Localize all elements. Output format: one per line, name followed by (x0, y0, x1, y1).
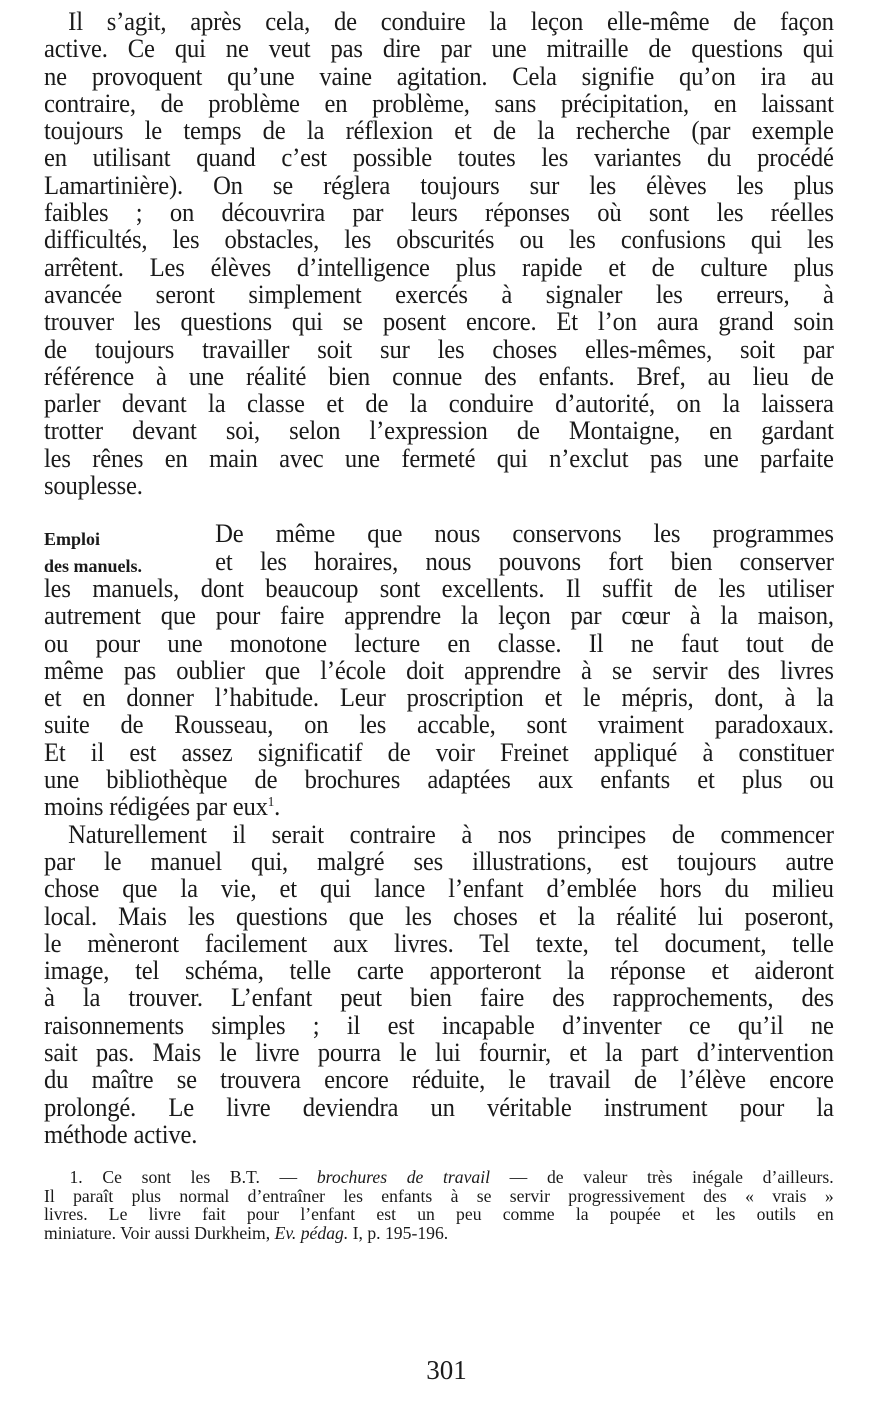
text-fragment: I, p. 195-196. (348, 1222, 449, 1243)
section-emploi-des-manuels (44, 520, 834, 1148)
paragraph-active-lesson (44, 8, 834, 499)
text-fragment-italic: brochures de travail (316, 1167, 491, 1188)
text-line: faibles ; on découvrira par leurs réponses où sont les réelles (44, 197, 834, 228)
text-line: parler devant la classe et de la conduire d’autorité, on la laissera (44, 388, 834, 419)
text-line: raisonnements simples ; il est incapable d’inventer ce qu’il ne (44, 1009, 834, 1040)
text-line: une bibliothèque de brochures adaptées aux enfants et plus ou (44, 764, 834, 795)
footnote-reference[interactable]: 1 (267, 795, 275, 811)
text-line: Naturellement il serait contraire à nos principes de commencer (68, 818, 834, 849)
text-fragment: moins rédigées par eux (44, 791, 268, 822)
text-line: ne provoquent qu’une vaine agitation. Cela signifie qu’on ira au (44, 60, 834, 91)
text-line: Lamartinière). On se réglera toujours sur les élèves les plus (44, 169, 834, 200)
text-line: toujours le temps de la réflexion et de la recherche (par exemple (44, 115, 834, 146)
text-line: les rênes en main avec une fermeté qui n’exclut pas une parfaite (44, 442, 834, 473)
text-line (44, 793, 834, 820)
text-line: les manuels, dont beaucoup sont excellents. Il suffit de les utiliser (44, 572, 834, 603)
text-line: même pas oublier que l’école doit apprendre à se servir des livres (44, 654, 834, 685)
text-fragment: — de valeur très inégale d’ailleurs. (490, 1167, 834, 1188)
text-line: souplesse. (44, 470, 143, 501)
text-line: sait pas. Mais le livre pourra le lui fournir, et la part d’intervention (44, 1036, 834, 1067)
footnote-line (44, 1168, 834, 1187)
text-line: ou pour une monotone lecture en classe. Il ne faut tout de (44, 627, 834, 658)
text-fragment: . (274, 791, 281, 822)
text-line: le mèneront facilement aux livres. Tel texte, tel document, telle (44, 927, 834, 958)
paragraph-naturally (44, 818, 834, 1149)
side-heading-line: Emploi (44, 529, 101, 550)
side-heading-line: des manuels. (44, 556, 143, 577)
text-line: De même que nous conservons les programmes (215, 518, 834, 549)
text-line: à la trouver. L’enfant peut bien faire des rapprochements, des (44, 982, 834, 1013)
text-line: méthode active. (44, 1118, 198, 1149)
text-line: active. Ce qui ne veut pas dire par une mitraille de questions qui (44, 33, 834, 64)
text-line: image, tel schéma, telle carte apporteront la réponse et aideront (44, 955, 834, 986)
text-line: trouver les questions qui se posent encore. Et l’on aura grand soin (44, 306, 834, 337)
text-line: contraire, de problème en problème, sans précipitation, en laissant (44, 87, 834, 118)
text-line: Et il est assez significatif de voir Freinet appliqué à constituer (44, 736, 834, 767)
text-line: suite de Rousseau, on les accable, sont vraiment paradoxaux. (44, 709, 834, 740)
book-page (44, 8, 834, 1242)
text-line: de toujours travailler soit sur les choses elles-mêmes, soit par (44, 333, 834, 364)
text-line: référence à une réalité bien connue des enfants. Bref, au lieu de (44, 360, 834, 391)
text-line: Il s’agit, après cela, de conduire la leçon elle-même de façon (68, 6, 834, 36)
text-fragment: miniature. Voir aussi Durkheim, (44, 1222, 275, 1243)
text-line: et les horaires, nous pouvons fort bien conserver (215, 545, 834, 576)
footnote-line: livres. Le livre fait pour l’enfant est un peu comme la poupée et les outils en (44, 1204, 834, 1225)
text-line: difficultés, les obstacles, les obscurités ou les confusions qui les (44, 224, 834, 255)
text-line: par le manuel qui, malgré ses illustrations, est toujours autre (44, 845, 834, 876)
text-line: en utilisant quand c’est possible toutes les variantes du procédé (44, 142, 834, 173)
text-line: trotter devant soi, selon l’expression de Montaigne, en gardant (44, 415, 834, 446)
text-fragment-italic: Ev. pédag. (274, 1222, 349, 1243)
text-line: et en donner l’habitude. Leur proscription et le mépris, dont, à la (44, 682, 834, 713)
text-line: autrement que pour faire apprendre la leçon par cœur à la maison, (44, 600, 834, 631)
text-line: arrêtent. Les élèves d’intelligence plus rapide et de culture plus (44, 251, 834, 282)
paragraph-manuals (44, 520, 834, 820)
page-number: 301 (426, 1355, 467, 1385)
text-line: prolongé. Le livre deviendra un véritable instrument pour la (44, 1091, 834, 1122)
text-fragment: 1. Ce sont les B.T. — (69, 1167, 317, 1188)
footnote-line: Il paraît plus normal d’entraîner les enfants à se servir progressivement des « vrais » (44, 1185, 834, 1206)
footnote-line (44, 1224, 834, 1243)
text-line: local. Mais les questions que les choses et la réalité lui poseront, (44, 900, 834, 931)
text-line: du maître se trouvera encore réduite, le travail de l’élève encore (44, 1064, 834, 1095)
text-line: avancée seront simplement exercés à signaler les erreurs, à (44, 278, 834, 309)
text-line: chose que la vie, et qui lance l’enfant d’emblée hors du milieu (44, 873, 834, 904)
footnote (44, 1168, 834, 1242)
